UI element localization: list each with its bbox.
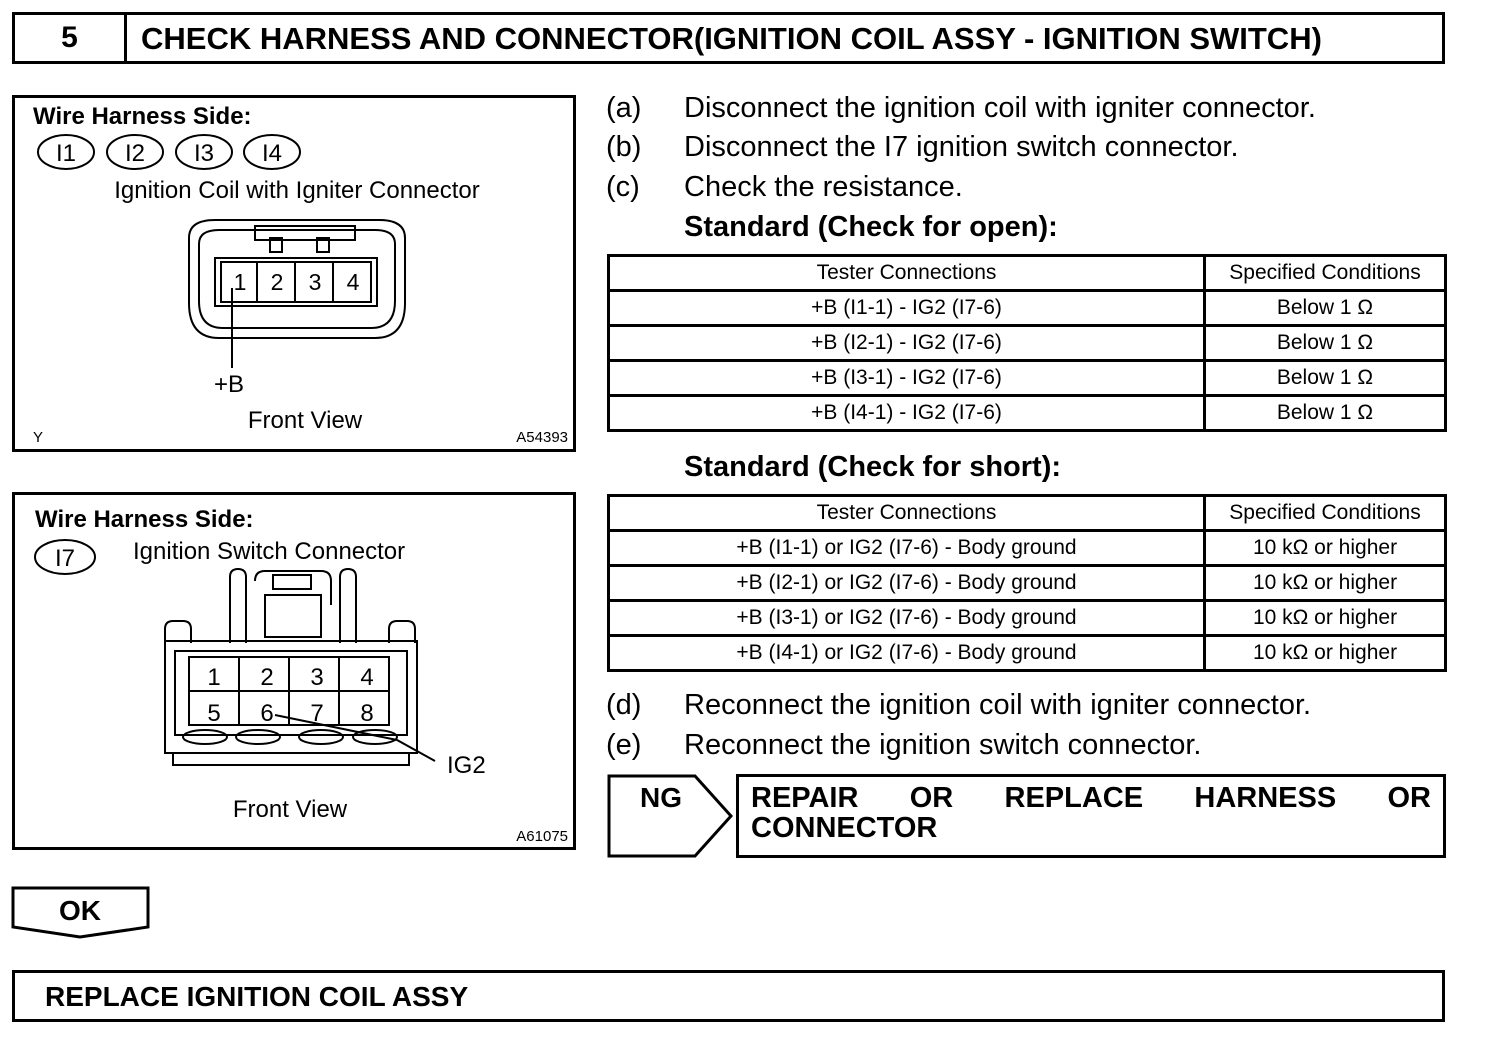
ignition-switch-connector-drawing (15, 495, 573, 847)
standard-open-heading: Standard (Check for open): (684, 211, 1058, 243)
ng-label: NG (640, 782, 682, 813)
view-label: Front View (232, 796, 348, 823)
connector-id-badge (35, 540, 95, 574)
pin-label: 2 (270, 269, 284, 295)
table-row (609, 601, 1446, 636)
pin-label: 1 (207, 664, 221, 691)
diagram1-heading: Wire Harness Side: (33, 103, 252, 130)
connector-name: Ignition Coil with Igniter Connector (114, 177, 480, 204)
table-header-row (609, 496, 1446, 531)
step-label: (a) (606, 92, 642, 124)
tester-connection-cell: +B (I3-1) - IG2 (I7-6) (609, 361, 1205, 396)
terminal-label-plus-b: +B (213, 371, 245, 398)
tester-connection-cell: +B (I2-1) or IG2 (I7-6) - Body ground (609, 566, 1205, 601)
step-label: (c) (606, 171, 640, 203)
pin-label: 6 (260, 700, 274, 727)
table-row (609, 326, 1446, 361)
ignition-coil-connector-shape (189, 220, 405, 338)
specified-condition-cell: 10 kΩ or higher (1205, 531, 1446, 566)
ignition-coil-connector-diagram (12, 95, 576, 452)
pin-label: 3 (308, 269, 322, 295)
step-text: Disconnect the I7 ignition switch connector. (684, 131, 1239, 163)
specified-condition-cell: Below 1 Ω (1205, 326, 1446, 361)
specified-condition-cell: 10 kΩ or higher (1205, 601, 1446, 636)
tester-connection-cell: +B (I4-1) - IG2 (I7-6) (609, 396, 1205, 431)
tester-connection-cell: +B (I4-1) or IG2 (I7-6) - Body ground (609, 636, 1205, 671)
column-header: Specified Conditions (1205, 496, 1446, 531)
step-label: (d) (606, 689, 642, 721)
table-row (609, 566, 1446, 601)
connector-id-i1: I1 (55, 140, 77, 167)
pin-label: 2 (260, 664, 274, 691)
corner-mark: Y (33, 429, 44, 446)
table-row (609, 291, 1446, 326)
column-header: Tester Connections (609, 256, 1205, 291)
tester-connection-cell: +B (I1-1) or IG2 (I7-6) - Body ground (609, 531, 1205, 566)
column-header: Specified Conditions (1205, 256, 1446, 291)
connector-id-badge (244, 135, 300, 169)
pin-label: 4 (346, 269, 360, 295)
column-header: Tester Connections (609, 496, 1205, 531)
table-row (609, 396, 1446, 431)
step-text: Disconnect the ignition coil with igniter connector. (684, 92, 1316, 124)
terminal-label-ig2: IG2 (447, 752, 486, 779)
step-text: Reconnect the ignition switch connector. (684, 729, 1202, 761)
pin-label: 3 (310, 664, 324, 691)
view-label: Front View (247, 407, 363, 434)
step-label: (b) (606, 131, 642, 163)
diagram2-heading: Wire Harness Side: (35, 506, 254, 533)
ok-action-box (12, 970, 1445, 1022)
specified-condition-cell: Below 1 Ω (1205, 291, 1446, 326)
connector-id-i3: I3 (193, 140, 215, 167)
table-row (609, 531, 1446, 566)
standard-short-table (607, 494, 1447, 672)
figure-code: A54393 (516, 429, 568, 446)
table-row (609, 636, 1446, 671)
step-number: 5 (15, 15, 127, 61)
ignition-coil-connector-drawing (15, 98, 573, 449)
specified-condition-cell: 10 kΩ or higher (1205, 636, 1446, 671)
pin-label: 7 (310, 700, 324, 727)
ok-action-text: REPLACE IGNITION COIL ASSY (45, 981, 469, 1012)
ignition-switch-connector-diagram (12, 492, 576, 850)
connector-id-badge (107, 135, 163, 169)
pin-label: 5 (207, 700, 221, 727)
step-text: Check the resistance. (684, 171, 963, 203)
figure-code: A61075 (516, 828, 568, 845)
specified-condition-cell: 10 kΩ or higher (1205, 566, 1446, 601)
pin-label: 1 (233, 269, 247, 295)
step-label: (e) (606, 729, 642, 761)
tester-connection-cell: +B (I2-1) - IG2 (I7-6) (609, 326, 1205, 361)
specified-condition-cell: Below 1 Ω (1205, 361, 1446, 396)
ok-label: OK (59, 895, 101, 926)
specified-condition-cell: Below 1 Ω (1205, 396, 1446, 431)
ng-action-box (736, 774, 1446, 858)
step-title: CHECK HARNESS AND CONNECTOR(IGNITION COIL ASSY - IGNITION SWITCH) (141, 21, 1322, 56)
ng-action-text: REPAIR OR REPLACE HARNESS OR CONNECTOR (751, 782, 1431, 844)
pin-label: 8 (360, 700, 374, 727)
standard-short-heading: Standard (Check for short): (684, 451, 1062, 483)
connector-id-i2: I2 (124, 140, 146, 167)
pin-label: 4 (360, 664, 374, 691)
table-row (609, 361, 1446, 396)
tester-connection-cell: +B (I3-1) or IG2 (I7-6) - Body ground (609, 601, 1205, 636)
connector-id-i4: I4 (261, 140, 283, 167)
standard-open-table (607, 254, 1447, 432)
connector-name: Ignition Switch Connector (133, 538, 406, 565)
connector-id-i7: I7 (54, 545, 76, 572)
table-header-row (609, 256, 1446, 291)
step-text: Reconnect the ignition coil with igniter connector. (684, 689, 1312, 721)
connector-id-badge (176, 135, 232, 169)
tester-connection-cell: +B (I1-1) - IG2 (I7-6) (609, 291, 1205, 326)
step-header (12, 12, 1445, 64)
connector-id-badge (38, 135, 94, 169)
